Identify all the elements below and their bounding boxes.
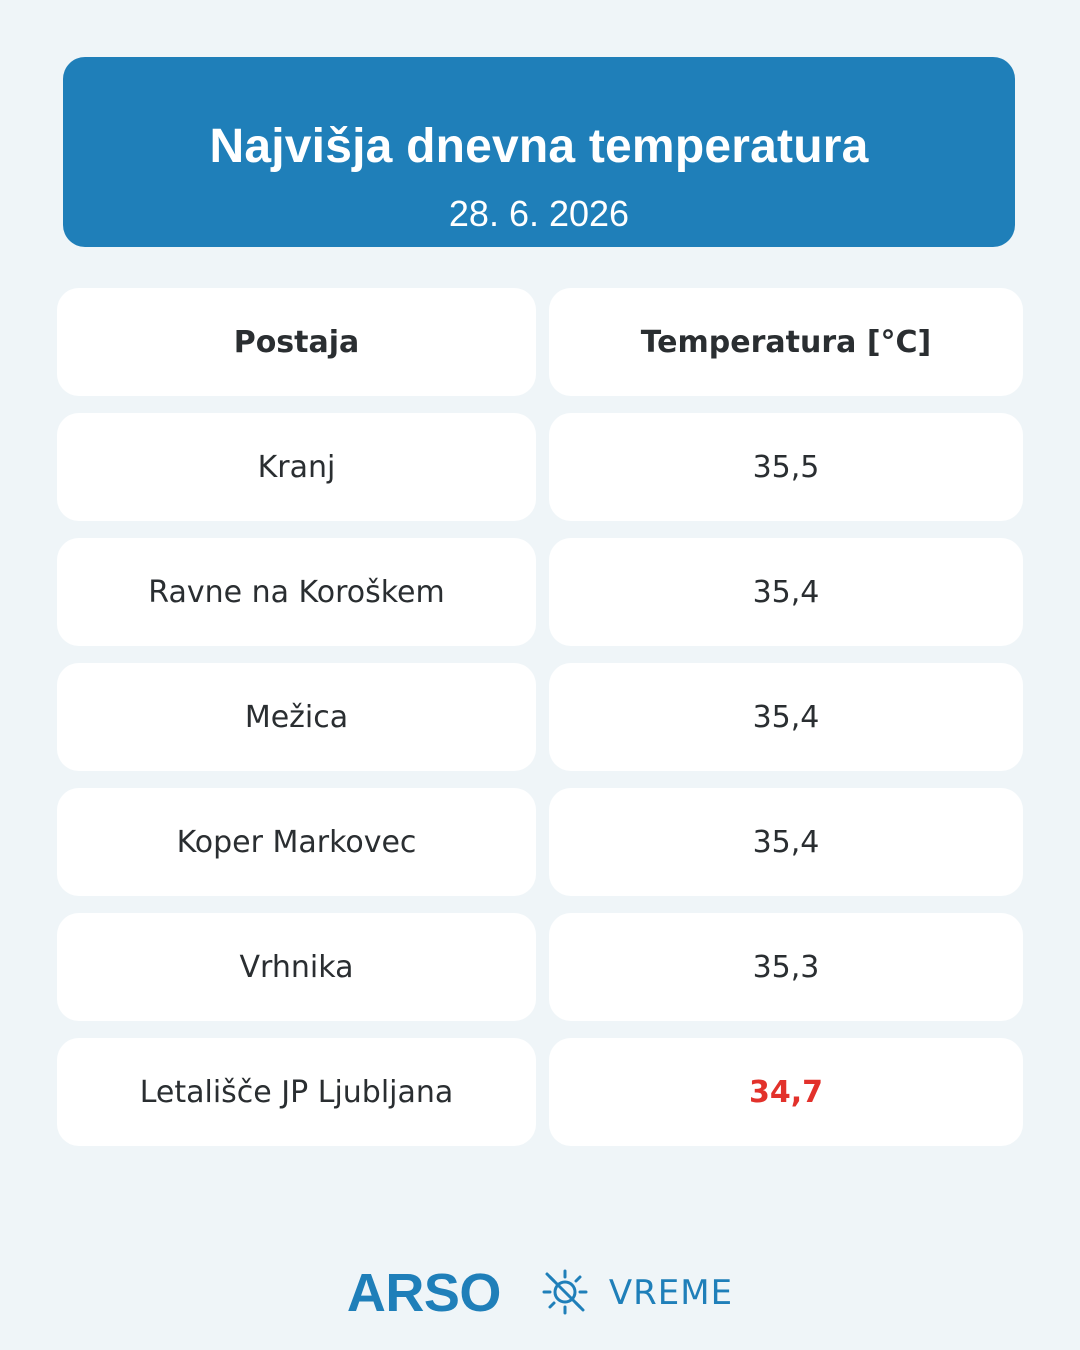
table-row <box>57 538 1023 646</box>
temperature-cell: 35,3 <box>549 913 1023 1021</box>
table-row <box>57 413 1023 521</box>
arso-logo: ARSO <box>346 1263 501 1323</box>
station-cell: Mežica <box>57 663 536 771</box>
footer-branding <box>0 1258 1080 1328</box>
station-cell: Ravne na Koroškem <box>57 538 536 646</box>
title-banner <box>63 57 1015 247</box>
temperature-cell: 35,4 <box>549 663 1023 771</box>
temperature-cell: 35,5 <box>549 413 1023 521</box>
station-cell: Letališče JP Ljubljana <box>57 1038 536 1146</box>
temperature-cell: 35,4 <box>549 788 1023 896</box>
table-row <box>57 1038 1023 1146</box>
temperature-cell-highlighted: 34,7 <box>549 1038 1023 1146</box>
station-cell: Vrhnika <box>57 913 536 1021</box>
table-row <box>57 788 1023 896</box>
column-header-temperature: Temperatura [°C] <box>549 288 1023 396</box>
station-cell: Kranj <box>57 413 536 521</box>
vreme-label: VREME <box>608 1273 734 1313</box>
table-header-row <box>57 288 1023 396</box>
temperature-table <box>57 288 1023 1163</box>
temperature-cell: 35,4 <box>549 538 1023 646</box>
table-row <box>57 663 1023 771</box>
page-date: 28. 6. 2026 <box>448 193 630 234</box>
page-title: Najvišja dnevna temperatura <box>209 120 869 173</box>
column-header-station: Postaja <box>57 288 536 396</box>
table-row <box>57 913 1023 1021</box>
station-cell: Koper Markovec <box>57 788 536 896</box>
sun-icon <box>539 1268 589 1318</box>
